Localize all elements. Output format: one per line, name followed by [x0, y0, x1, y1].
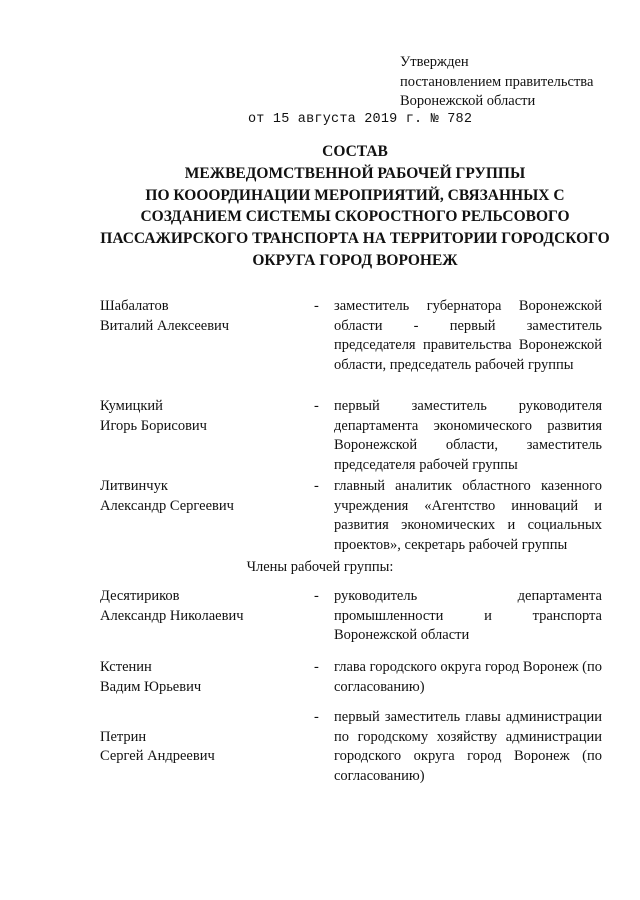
title-line-4: СОЗДАНИЕМ СИСТЕМЫ СКОРОСТНОГО РЕЛЬСОВОГО — [140, 208, 570, 226]
title-line-6: ОКРУГА ГОРОД ВОРОНЕЖ — [252, 251, 458, 269]
member-surname: Шабалатов — [100, 298, 169, 314]
member-description: руководитель департамента промышленности и транспорта Воронежской области — [334, 588, 602, 643]
approval-line-2: постановлением правительства — [400, 73, 594, 90]
member-dash: - — [314, 588, 319, 604]
member-surname: Литвинчук — [100, 478, 168, 494]
member-description: первый заместитель руководителя департамента экономического развития Воронежской области, заместитель председателя рабочей группы — [334, 398, 602, 473]
member-name — [100, 728, 300, 767]
member-surname: Кумицкий — [100, 398, 163, 414]
member-given-name: Александр Николаевич — [100, 607, 244, 624]
member-name — [100, 587, 300, 626]
title-line-3: ПО КОООРДИНАЦИИ МЕРОПРИЯТИЙ, СВЯЗАННЫХ С — [145, 186, 565, 204]
member-surname: Петрин — [100, 728, 147, 745]
title-line-5: ПАССАЖИРСКОГО ТРАНСПОРТА НА ТЕРРИТОРИИ ГОРОДСКОГО — [100, 230, 610, 248]
approval-line-3: Воронежской области — [400, 93, 536, 109]
member-name — [100, 397, 300, 436]
member-surname: Десятириков — [100, 588, 180, 604]
member-name — [100, 477, 300, 516]
title-line-1: СОСТАВ — [322, 143, 388, 160]
member-dash: - — [314, 298, 319, 314]
document-title — [60, 141, 640, 272]
member-surname: Кстенин — [100, 659, 152, 675]
member-dash: - — [314, 659, 319, 675]
member-given-name: Сергей Андреевич — [100, 748, 215, 764]
member-description: первый заместитель главы администрации по городскому хозяйству администрации городского округа город Воронеж (по согласованию) — [334, 709, 602, 784]
member-given-name: Виталий Алексеевич — [100, 317, 230, 334]
member-given-name: Александр Сергеевич — [100, 497, 234, 514]
member-given-name: Игорь Борисович — [100, 417, 207, 434]
member-dash: - — [314, 398, 319, 414]
member-description: главный аналитик областного казенного учреждения «Агентство инноваций и развития экономических и социальных проектов», секретарь рабочей группы — [334, 478, 602, 553]
member-name — [100, 297, 300, 336]
member-given-name: Вадим Юрьевич — [100, 678, 202, 695]
approval-line-1: Утвержден — [400, 54, 469, 70]
section-heading: Члены рабочей группы: — [246, 559, 394, 575]
title-line-2: МЕЖВЕДОМСТВЕННОЙ РАБОЧЕЙ ГРУППЫ — [184, 164, 526, 182]
decree-date: от 15 августа 2019 г. № 782 — [248, 112, 473, 127]
member-dash: - — [314, 709, 319, 725]
member-description: заместитель губернатора Воронежской области - первый заместитель председателя правительства Воронежской области, председатель рабочей группы — [334, 298, 602, 373]
member-name — [100, 658, 300, 697]
approval-stamp — [400, 53, 593, 112]
member-dash: - — [314, 478, 319, 494]
member-description: глава городского округа город Воронеж (по согласованию) — [334, 659, 602, 695]
